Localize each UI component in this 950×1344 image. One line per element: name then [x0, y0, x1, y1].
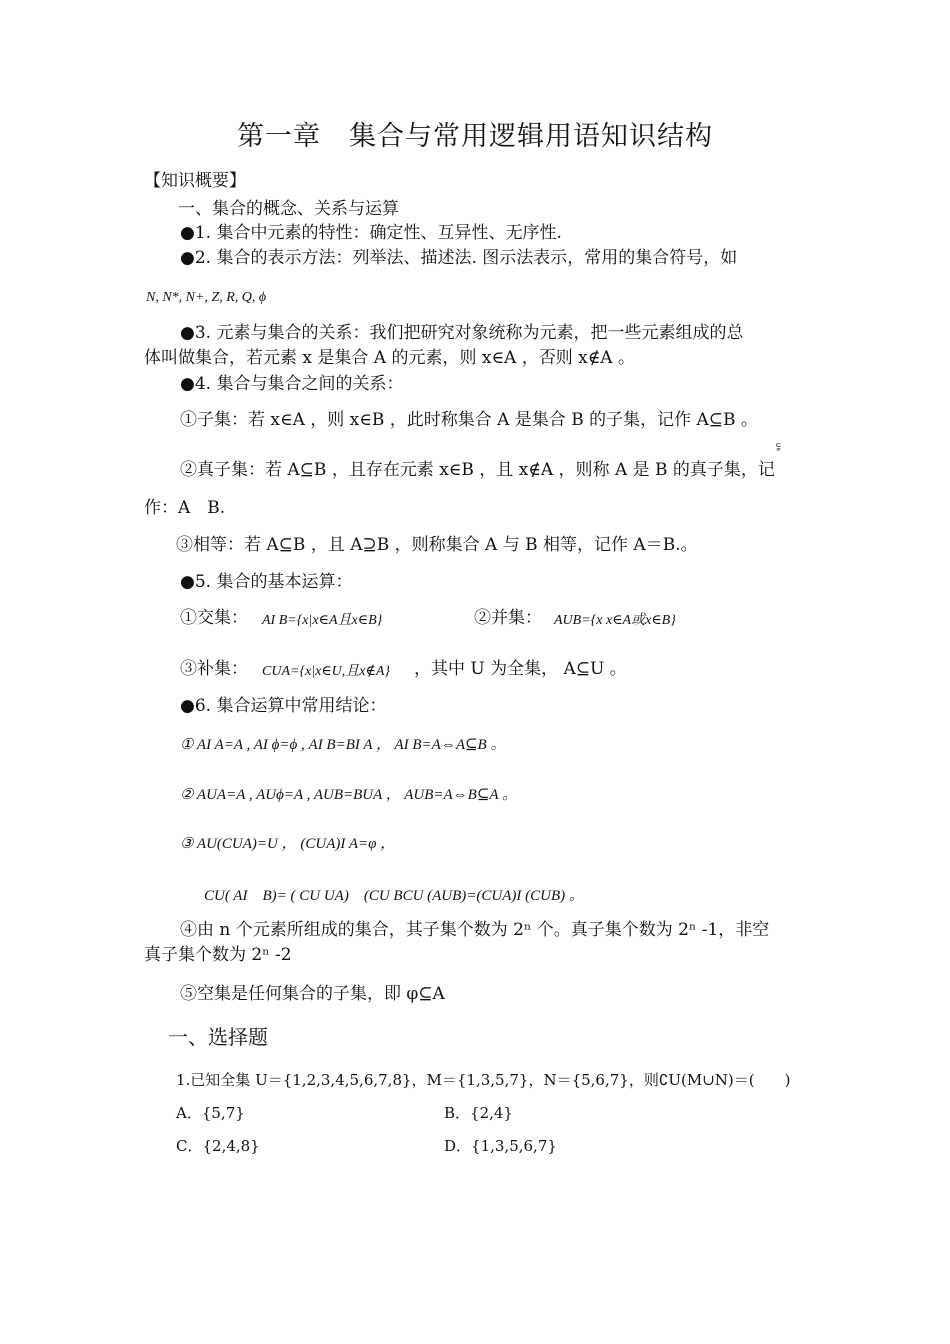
complement-label: ③补集： [180, 659, 248, 679]
result-5: ⑤空集是任何集合的子集，即 φ⊆A [180, 984, 445, 1004]
point-3-line-2: 体叫做集合，若元素 x 是集合 A 的元素，则 x∈A ，否则 x∉A 。 [144, 348, 635, 368]
result-4-line-1: ④由 n 个元素所组成的集合，其子集个数为 2ⁿ 个。真子集个数为 2ⁿ -1，非空 [180, 920, 770, 940]
union-label: ②并集： [474, 608, 542, 628]
section-heading-choice: 一、选择题 [168, 1025, 268, 1049]
question-1-option-b: B．{2,4} [444, 1104, 513, 1122]
complement-formula: CUA={x|x∈U,且x∉A} [262, 664, 391, 679]
point-4: ●4. 集合与集合之间的关系： [180, 374, 404, 394]
overview-label: 【知识概要】 [144, 171, 246, 191]
union-formula: AUB={x x∈A或x∈B} [554, 613, 676, 628]
intersection-label: ①交集： [180, 608, 248, 628]
result-2: ② AUA=A , AUϕ=A , AUB=BUA ， AUB=A⇔B⊆A 。 [180, 787, 518, 803]
point-1: ●1. 集合中元素的特性：确定性、互异性、无序性. [180, 223, 562, 243]
result-1: ① AI A=A , AI ϕ=ϕ , AI B=BI A ， AI B=A⇔A⊆B 。 [180, 737, 506, 753]
result-4-line-2: 真子集个数为 2ⁿ -2 [144, 945, 292, 965]
question-1-option-d: D．{1,3,5,6,7} [444, 1137, 557, 1155]
result-3-demorgan: CU( AI B)= ( CU UA) (CU BCU (AUB)=(CUA)I (CUB) 。 [204, 888, 584, 904]
result-3: ③ AU(CUA)=U ， (CUA)I A=φ ， [180, 836, 396, 852]
proper-subset-line-2: 作：A B. [144, 498, 226, 518]
question-1-option-c: C．{2,4,8} [176, 1137, 260, 1155]
intersection-formula: AI B={x|x∈A且x∈B} [262, 613, 383, 628]
point-6: ●6. 集合运算中常用结论： [180, 696, 387, 716]
section-heading-concepts: 一、集合的概念、关系与运算 [178, 199, 399, 219]
set-symbols: N, N*, N+, Z, R, Q, ϕ [146, 290, 267, 305]
subset-definition: ①子集：若 x∈A ，则 x∈B ，此时称集合 A 是集合 B 的子集，记作 A⊆B 。 [180, 410, 758, 430]
complement-tail: ，其中 U 为全集， A⊆U 。 [414, 659, 627, 679]
question-1-option-a: A．{5,7} [176, 1104, 245, 1122]
proper-subset-symbol: ⫋ [776, 440, 781, 453]
point-5: ●5. 集合的基本运算： [180, 572, 353, 592]
chapter-title: 第一章 集合与常用逻辑用语知识结构 [237, 121, 713, 152]
point-2: ●2. 集合的表示方法：列举法、描述法. 图示法表示，常用的集合符号，如 [180, 248, 738, 268]
point-3-line-1: ●3. 元素与集合的关系：我们把研究对象统称为元素，把一些元素组成的总 [180, 323, 744, 343]
equality-definition: ③相等：若 A⊆B ，且 A⊇B ，则称集合 A 与 B 相等，记作 A＝B.。 [176, 535, 698, 555]
proper-subset-line-1: ②真子集：若 A⊆B ，且存在元素 x∈B ，且 x∉A ，则称 A 是 B 的真子集，记 [180, 460, 775, 480]
question-1: 1.已知全集 U＝{1,2,3,4,5,6,7,8}，M＝{1,3,5,7}，N＝{5,6,7}，则∁U(M∪N)＝( ) [176, 1071, 791, 1089]
